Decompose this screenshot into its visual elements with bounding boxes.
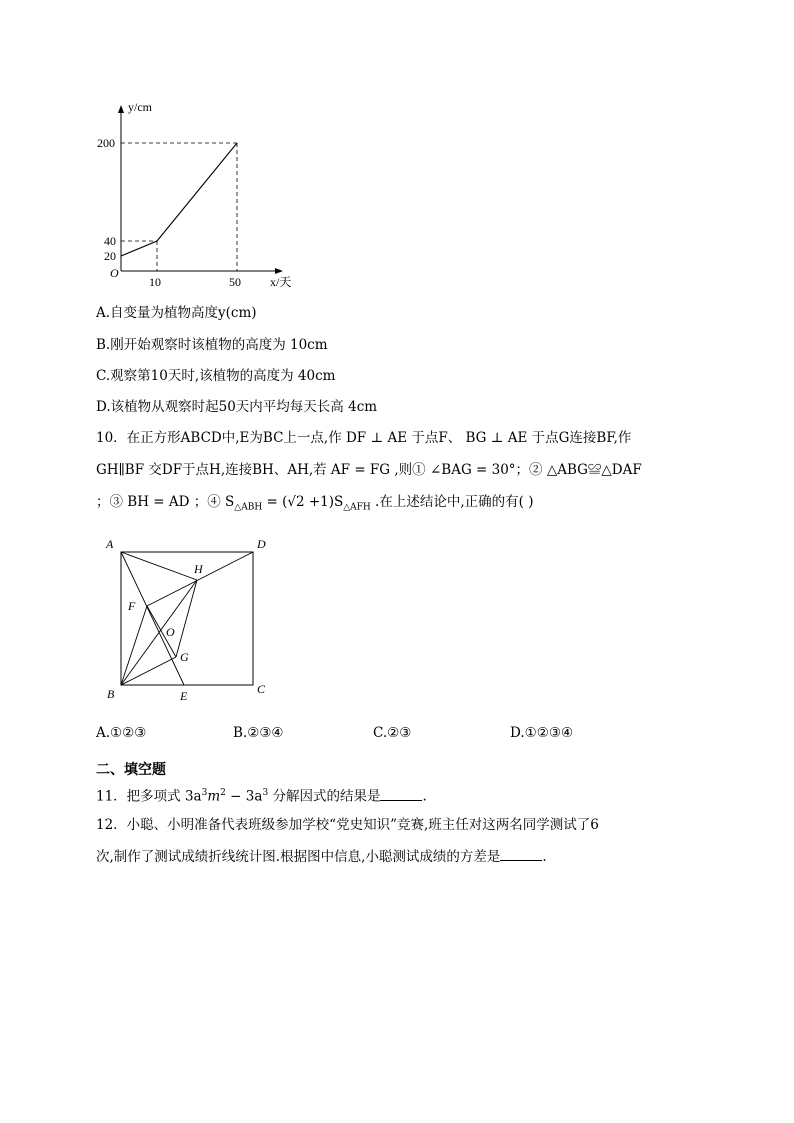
q12-line-2-text: 次,制作了测试成绩折线统计图.根据图中信息,小聪测试成绩的方差是 (96, 849, 501, 865)
q12-line-2 (96, 847, 547, 867)
segment-bf (121, 606, 147, 685)
q9-option-a: A.自变量为植物高度y(cm) (96, 305, 257, 321)
q9-option-b: B.刚开始观察时该植物的高度为 10cm (96, 337, 328, 353)
segment-bh (121, 580, 197, 685)
label-h: H (194, 562, 203, 576)
section-title-fill-in: 二、填空题 (96, 762, 166, 778)
q11 (96, 783, 427, 807)
q10-option-a: A.①②③ (96, 725, 147, 741)
q11-m: m (207, 788, 221, 805)
growth-graph (95, 95, 305, 290)
q10-sub-abh: △ABH (234, 502, 263, 513)
x-axis-label: x/天 (270, 275, 292, 289)
segment-df (147, 552, 253, 606)
label-e: E (180, 689, 188, 703)
q10-option-c: C.②③ (373, 725, 412, 741)
y-axis-arrow (118, 105, 124, 113)
q10-option-d: D.①②③④ (510, 725, 574, 741)
label-o: O (166, 625, 175, 639)
q10-line-3-c: .在上述结论中,正确的有( ) (370, 494, 534, 510)
growth-line (121, 143, 237, 256)
q10-option-b: B.②③④ (233, 725, 284, 741)
q10-sub-afh: △AFH (343, 502, 371, 513)
label-a: A (106, 537, 114, 551)
square-figure (100, 533, 280, 705)
segment-gh (176, 580, 197, 657)
x-tick-10: 10 (149, 275, 161, 289)
x-tick-50: 50 (229, 275, 241, 289)
y-tick-200: 200 (97, 136, 115, 150)
origin-label: O (110, 266, 119, 280)
q9-option-d: D.该植物从观察时起50天内平均每天长高 4cm (96, 399, 378, 415)
q11-sup-3: 3 (262, 788, 269, 798)
q11-answer-blank[interactable] (380, 787, 422, 801)
q12-line-1: 12．小聪、小明准备代表班级参加学校“党史知识”竞赛,班主任对这两名同学测试了6 (96, 817, 599, 833)
y-tick-20: 20 (104, 249, 116, 263)
q10-line-3-b: = (√2 +1)S (262, 494, 344, 510)
q11-mid: − 3a (225, 788, 263, 805)
y-axis-label: y/cm (128, 100, 152, 114)
q11-end: . (422, 788, 427, 805)
label-g: G (180, 650, 189, 664)
x-axis-arrow (275, 268, 283, 274)
label-d: D (257, 537, 266, 551)
q10-line-3-a: ；③ BH = AD ；④ S (96, 494, 235, 510)
y-tick-40: 40 (104, 234, 116, 248)
q11-post: 分解因式的结果是 (268, 788, 381, 805)
q9-option-c: C.观察第10天时,该植物的高度为 40cm (96, 368, 336, 384)
q12-end: . (542, 849, 547, 865)
label-c: C (257, 682, 266, 696)
label-b: B (107, 687, 115, 701)
q11-sup-1: 3 (201, 788, 208, 798)
q10-line-2: GH∥BF 交DF于点H,连接BH、AH,若 AF = FG ,则① ∠BAG = 30°；② △ABG≌△DAF (96, 462, 642, 478)
q10-line-1: 10．在正方形ABCD中,E为BC上一点,作 DF ⊥ AE 于点F、 BG ⊥ AE 于点G连接BF,作 (96, 430, 632, 446)
q11-sup-2: 2 (220, 788, 226, 798)
q11-pre: 11．把多项式 3a (96, 788, 202, 805)
q12-answer-blank[interactable] (500, 847, 542, 861)
label-f: F (128, 599, 136, 613)
q10-line-3 (96, 492, 533, 518)
square-abcd (121, 552, 253, 685)
